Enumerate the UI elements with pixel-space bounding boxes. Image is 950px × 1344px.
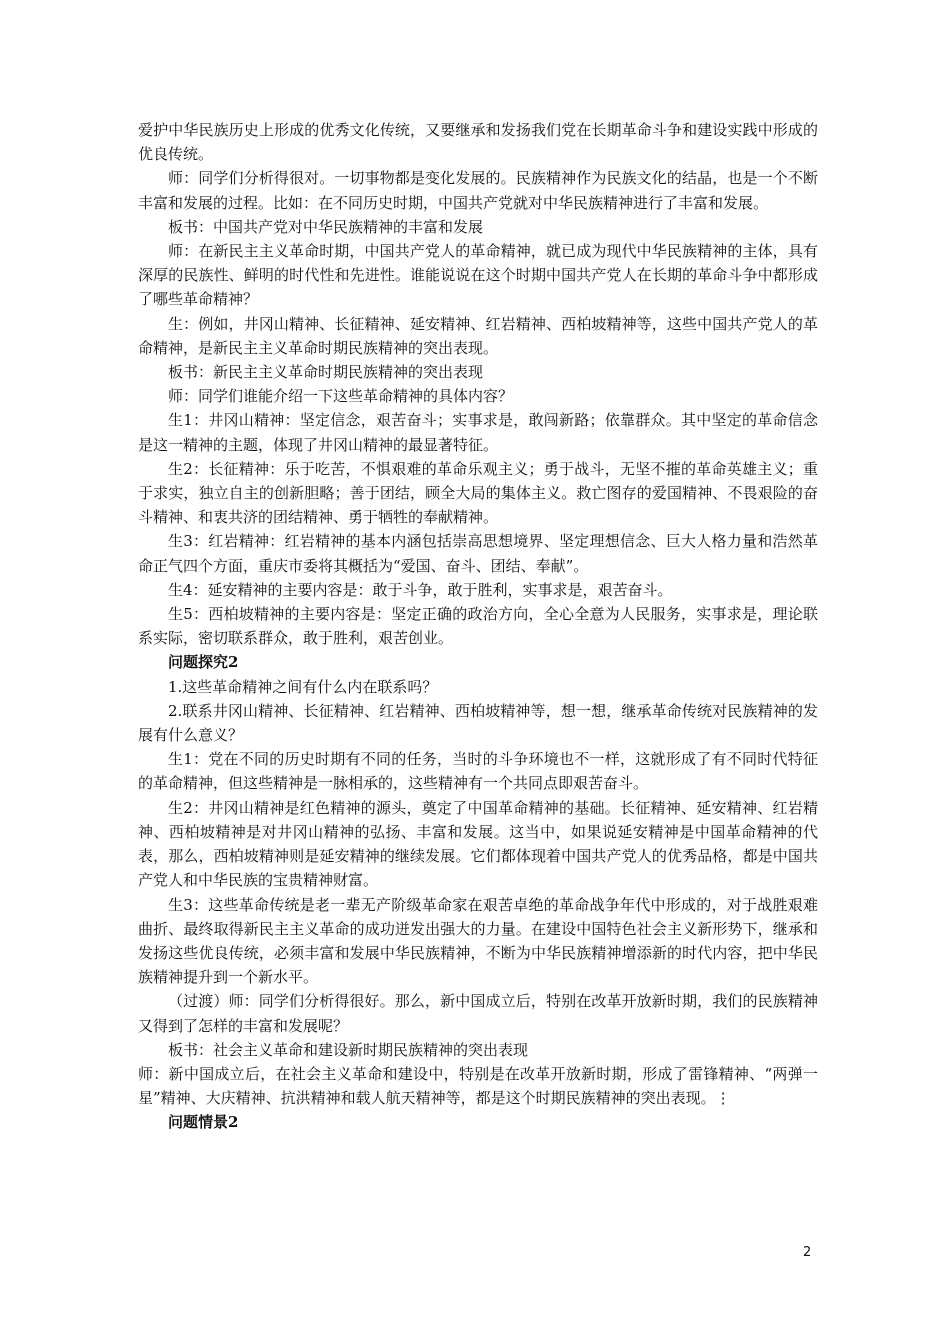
paragraph: 生1：井冈山精神：坚定信念，艰苦奋斗；实事求是，敢闯新路；依靠群众。其中坚定的革命信念是这一精神的主题，体现了井冈山精神的最显著特征。 [138, 411, 818, 454]
paragraph: 师：在新民主主义革命时期，中国共产党人的革命精神，就已成为现代中华民族精神的主体，具有深厚的民族性、鲜明的时代性和先进性。谁能说说在这个时期中国共产党人在长期的革命斗争中都形成了哪些革命精神？ [138, 242, 818, 309]
paragraph: 生5：西柏坡精神的主要内容是：坚定正确的政治方向，全心全意为人民服务，实事求是，理论联系实际，密切联系群众，敢于胜利，艰苦创业。 [138, 605, 818, 648]
section-heading: 问题探究2 [168, 653, 239, 672]
paragraph: 生2：长征精神：乐于吃苦，不惧艰难的革命乐观主义；勇于战斗，无坚不摧的革命英雄主义；重于求实，独立自主的创新胆略；善于团结，顾全大局的集体主义。救亡图存的爱国精神、不畏艰险的奋斗精神、和衷共济的团结精神、勇于牺牲的奉献精神。 [138, 459, 818, 527]
paragraph: 1.这些革命精神之间有什么内在联系吗？ [168, 677, 438, 696]
paragraph: 板书：新民主主义革命时期民族精神的突出表现 [168, 363, 484, 382]
paragraph: 师：新中国成立后，在社会主义革命和建设中，特别是在改革开放新时期，形成了雷锋精神、“两弹一星”精神、大庆精神、抗洪精神和载人航天精神等，都是这个时期民族精神的突出表现。⋮ [138, 1064, 818, 1108]
paragraph: 生3：这些革命传统是老一辈无产阶级革命家在艰苦卓绝的革命战争年代中形成的，对于战胜艰难曲折、最终取得新民主主义革命的成功迸发出强大的力量。在建设中国特色社会主义新形势下，继承和发扬这些优良传统，必须丰富和发展中华民族精神，不断为中华民族精神增添新的时代内容，把中华民族精神提升到一个新水平。 [138, 895, 818, 987]
document-body [138, 118, 818, 1135]
paragraph: 板书：中国共产党对中华民族精神的丰富和发展 [168, 217, 484, 236]
paragraph: （过渡）师：同学们分析得很好。那么，新中国成立后，特别在改革开放新时期，我们的民族精神又得到了怎样的丰富和发展呢？ [138, 992, 818, 1035]
paragraph: 2.联系井冈山精神、长征精神、红岩精神、西柏坡精神等，想一想，继承革命传统对民族精神的发展有什么意义？ [138, 701, 818, 745]
paragraph: 生2：井冈山精神是红色精神的源头，奠定了中国革命精神的基础。长征精神、延安精神、红岩精神、西柏坡精神是对井冈山精神的弘扬、丰富和发展。这当中，如果说延安精神是中国革命精神的代表，那么，西柏坡精神则是延安精神的继续发展。它们都体现着中国共产党人的优秀品格，都是中国共产党人和中华民族的宝贵精神财富。 [138, 798, 818, 890]
paragraph: 师：同学们分析得很对。一切事物都是变化发展的。民族精神作为民族文化的结晶，也是一个不断丰富和发展的过程。比如：在不同历史时期，中国共产党就对中华民族精神进行了丰富和发展。 [138, 169, 818, 212]
paragraph: 生1：党在不同的历史时期有不同的任务，当时的斗争环境也不一样，这就形成了有不同时代特征的革命精神，但这些精神是一脉相承的，这些精神有一个共同点即艰苦奋斗。 [138, 750, 818, 793]
paragraph: 爱护中华民族历史上形成的优秀文化传统，又要继承和发扬我们党在长期革命斗争和建设实践中形成的优良传统。 [138, 121, 818, 164]
paragraph: 师：同学们谁能介绍一下这些革命精神的具体内容？ [168, 387, 514, 406]
paragraph: 板书：社会主义革命和建设新时期民族精神的突出表现 [168, 1040, 529, 1059]
paragraph: 生：例如，井冈山精神、长征精神、延安精神、红岩精神、西柏坡精神等，这些中国共产党人的革命精神，是新民主主义革命时期民族精神的突出表现。 [138, 314, 818, 357]
page-number: 2 [803, 1245, 812, 1260]
paragraph: 生4：延安精神的主要内容是：敢于斗争，敢于胜利，实事求是，艰苦奋斗。 [168, 580, 673, 599]
section-heading: 问题情景2 [168, 1113, 239, 1132]
paragraph: 生3：红岩精神：红岩精神的基本内涵包括崇高思想境界、坚定理想信念、巨大人格力量和浩然革命正气四个方面，重庆市委将其概括为“爱国、奋斗、团结、奉献”。 [138, 532, 818, 575]
